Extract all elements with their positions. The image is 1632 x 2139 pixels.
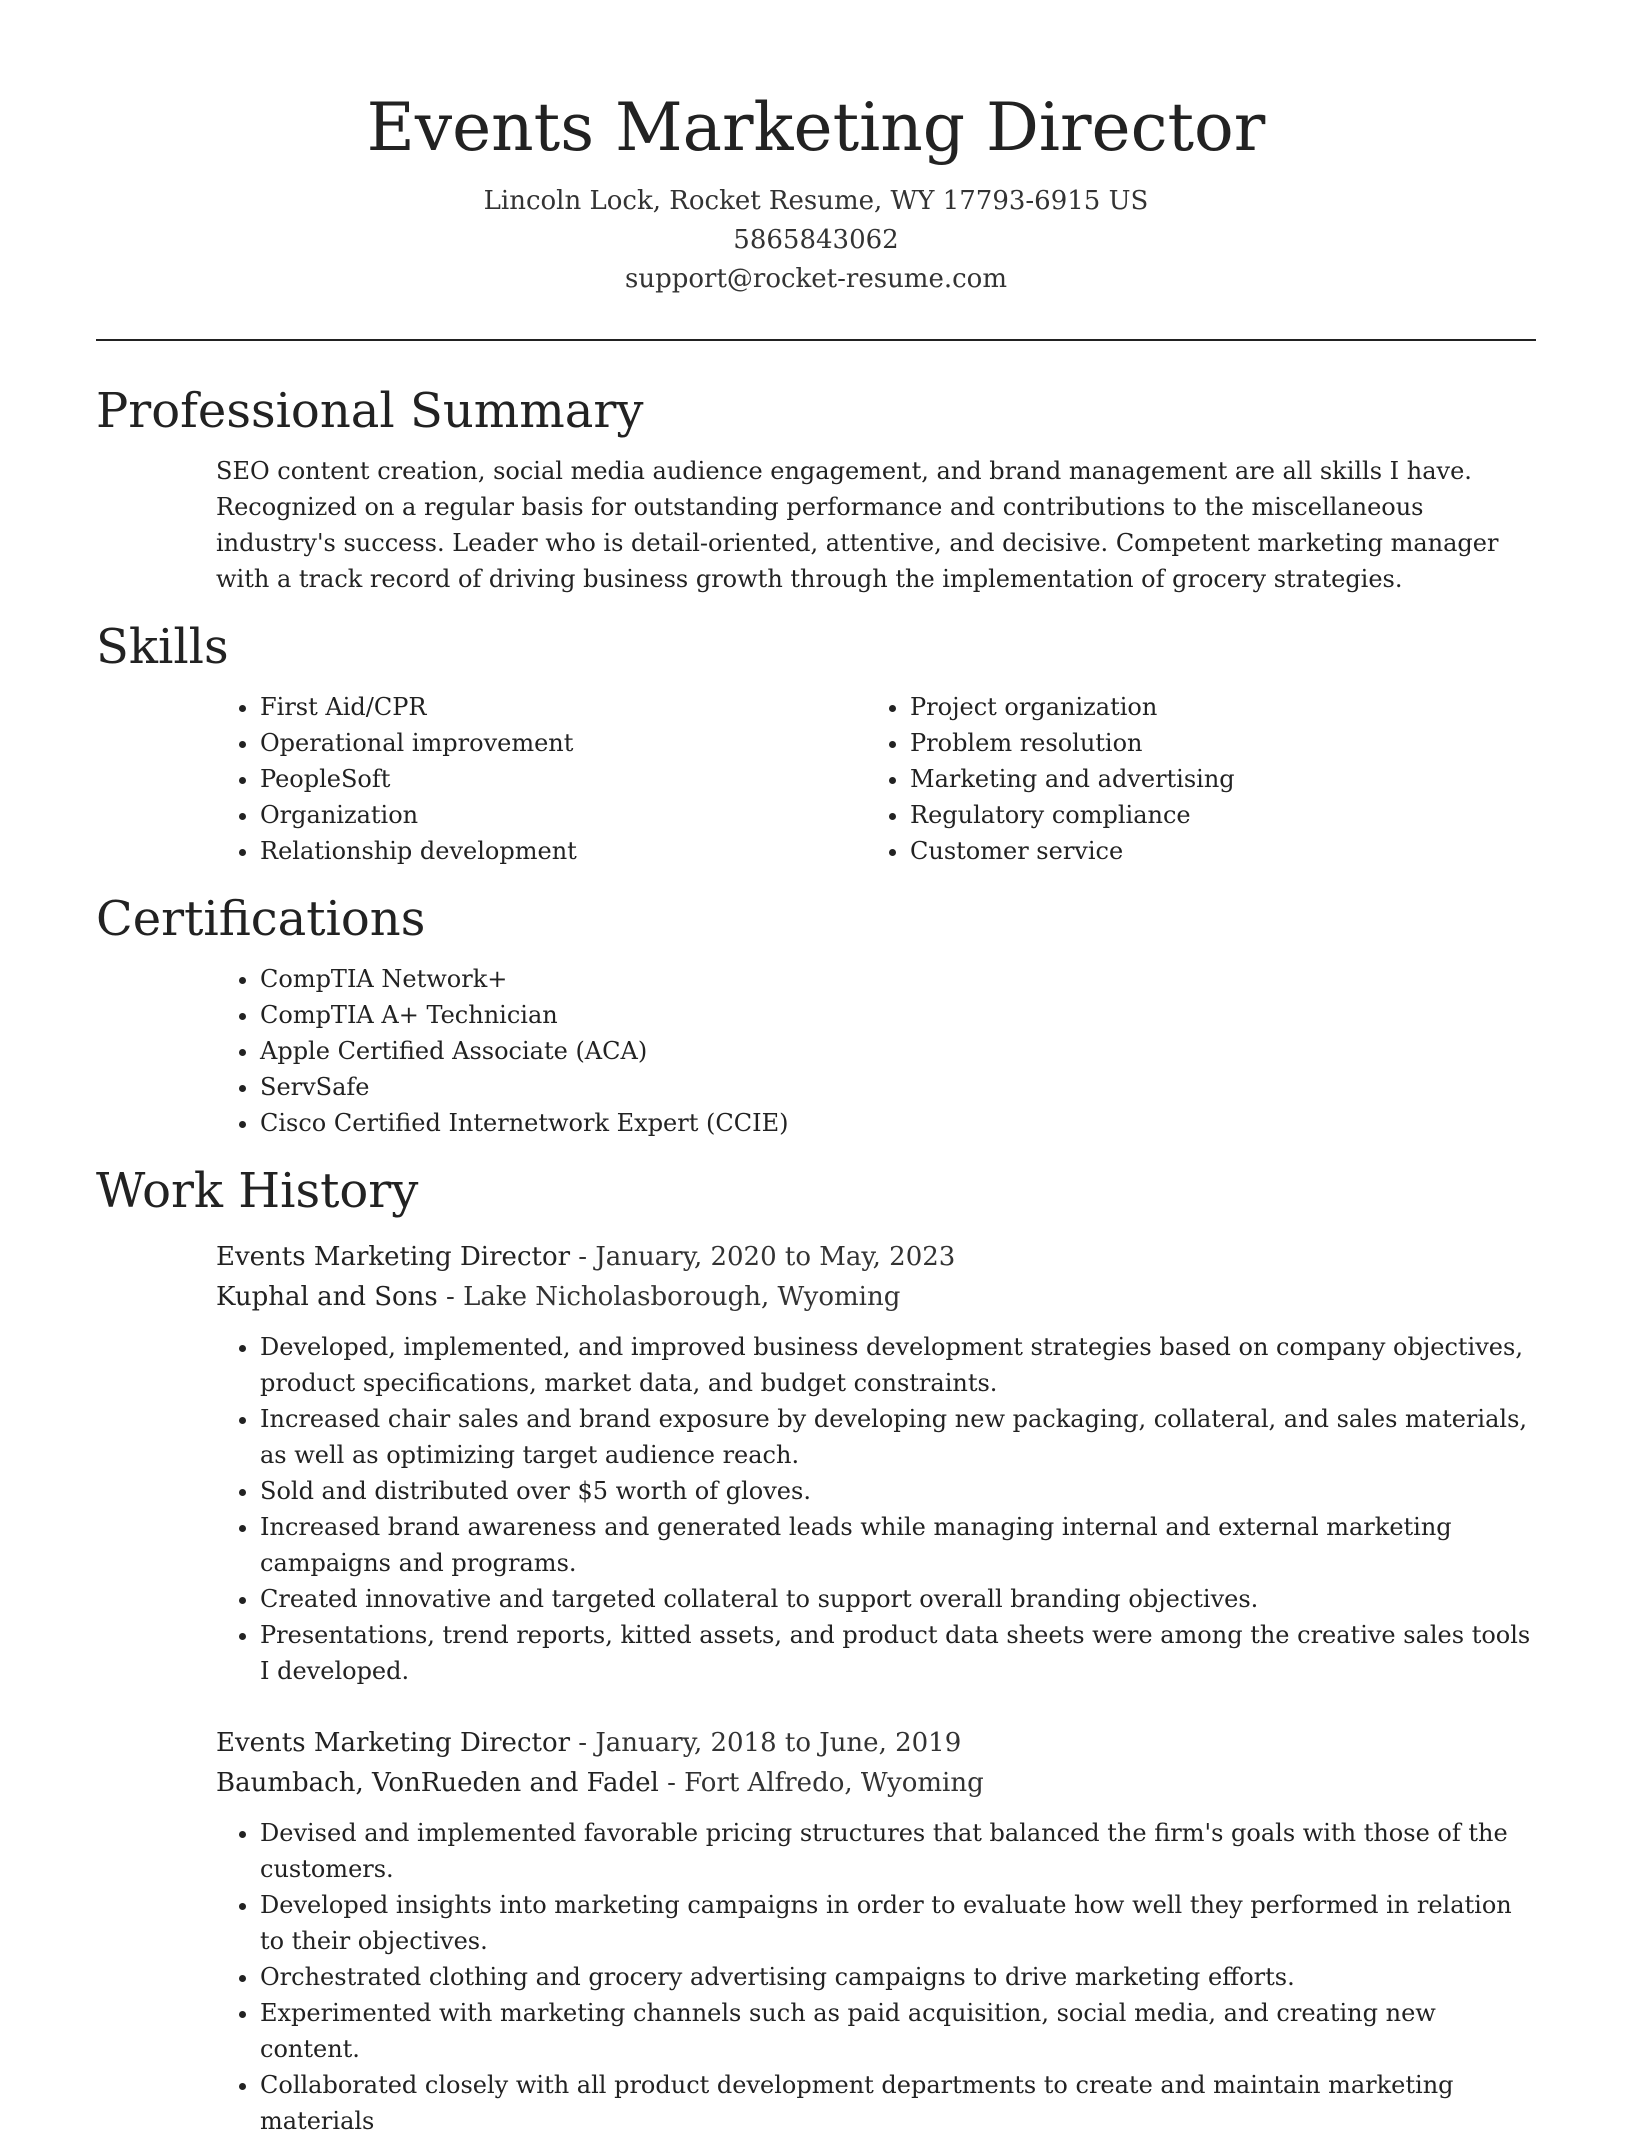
job-bullets — [216, 1329, 1536, 1689]
skill-item: • First Aid/CPR — [260, 689, 866, 725]
certification-item: • ServSafe — [260, 1069, 1536, 1105]
job-role: Events Marketing Director — [216, 1242, 571, 1272]
job-bullet: • Presentations, trend reports, kitted assets, and product data sheets were among the creative sales tools I developed. — [260, 1617, 1536, 1689]
skill-item: • Regulatory compliance — [910, 797, 1516, 833]
skill-item: • Operational improvement — [260, 725, 866, 761]
job-company: Baumbach, VonRueden and Fadel — [216, 1768, 659, 1798]
certification-item: • Apple Certified Associate (ACA) — [260, 1033, 1536, 1069]
resume-page — [96, 0, 1536, 2135]
job-bullet: • Collaborated closely with all product development departments to create and maintain marketing materials — [260, 2067, 1536, 2139]
job-bullet: • Developed insights into marketing campaigns in order to evaluate how well they performed in relation to their objectives. — [260, 1887, 1536, 1959]
certifications-heading: Certifications — [96, 891, 426, 947]
job-bullet: • Developed, implemented, and improved business development strategies based on company objectives, product specifications, market data, and budget constraints. — [260, 1329, 1536, 1401]
job-bullet: • Increased brand awareness and generated leads while managing internal and external marketing campaigns and programs. — [260, 1509, 1536, 1581]
skill-item: • Project organization — [910, 689, 1516, 725]
job-bullet: • Created innovative and targeted collateral to support overall branding objectives. — [260, 1581, 1536, 1617]
job-company-line — [216, 1277, 1536, 1317]
certification-item: • CompTIA Network+ — [260, 961, 1536, 997]
skills-grid — [216, 689, 1536, 869]
job-bullet: • Sold and distributed over $5 worth of gloves. — [260, 1473, 1536, 1509]
skill-item: • Organization — [260, 797, 866, 833]
certifications-list — [216, 961, 1536, 1141]
certification-item: • CompTIA A+ Technician — [260, 997, 1536, 1033]
skills-list-right — [866, 689, 1516, 869]
job-entry — [216, 1723, 1536, 2139]
skills-list-left — [216, 689, 866, 869]
contact-block — [96, 182, 1536, 299]
job-company: Kuphal and Sons — [216, 1282, 438, 1312]
skill-item: • Relationship development — [260, 833, 866, 869]
work-history-heading: Work History — [96, 1163, 419, 1219]
job-dates: - January, 2020 to May, 2023 — [570, 1242, 956, 1272]
skills-heading: Skills — [96, 619, 229, 675]
skill-item: • PeopleSoft — [260, 761, 866, 797]
job-bullets — [216, 1815, 1536, 2139]
job-location: - Fort Alfredo, Wyoming — [658, 1768, 984, 1798]
resume-header — [96, 0, 1536, 299]
contact-email: support@rocket-resume.com — [624, 264, 1007, 294]
summary-heading: Professional Summary — [96, 383, 644, 439]
job-role: Events Marketing Director — [216, 1728, 571, 1758]
certification-item: • Cisco Certified Internetwork Expert (CCIE) — [260, 1105, 1536, 1141]
contact-address: Lincoln Lock, Rocket Resume, WY 17793-6915 US — [483, 186, 1149, 216]
job-role-line — [216, 1237, 1536, 1277]
skill-item: • Problem resolution — [910, 725, 1516, 761]
skill-item: • Customer service — [910, 833, 1516, 869]
job-bullet: • Experimented with marketing channels such as paid acquisition, social media, and creating new content. — [260, 1995, 1536, 2067]
job-bullet: • Increased chair sales and brand exposure by developing new packaging, collateral, and sales materials, as well as optimizing target audience reach. — [260, 1401, 1536, 1473]
header-divider — [96, 339, 1536, 341]
contact-phone: 5865843062 — [733, 225, 899, 255]
job-location: - Lake Nicholasborough, Wyoming — [437, 1282, 901, 1312]
job-bullet: • Orchestrated clothing and grocery advertising campaigns to drive marketing efforts. — [260, 1959, 1536, 1995]
job-dates: - January, 2018 to June, 2019 — [570, 1728, 962, 1758]
resume-title: Events Marketing Director — [366, 89, 1266, 166]
summary-text: SEO content creation, social media audience engagement, and brand management are all skills I have. Recognized on a regular basis for outstanding performance and contributions to the miscellaneous industry's success. Leader who is detail-oriented, attentive, and decisive. Competent marketing manager with a track record of driving business growth through the implementation of grocery strategies. — [216, 457, 1499, 593]
job-company-line — [216, 1763, 1536, 1803]
job-bullet: • Devised and implemented favorable pricing structures that balanced the firm's goals with those of the customers. — [260, 1815, 1536, 1887]
job-role-line — [216, 1723, 1536, 1763]
job-entry — [216, 1237, 1536, 1689]
skill-item: • Marketing and advertising — [910, 761, 1516, 797]
